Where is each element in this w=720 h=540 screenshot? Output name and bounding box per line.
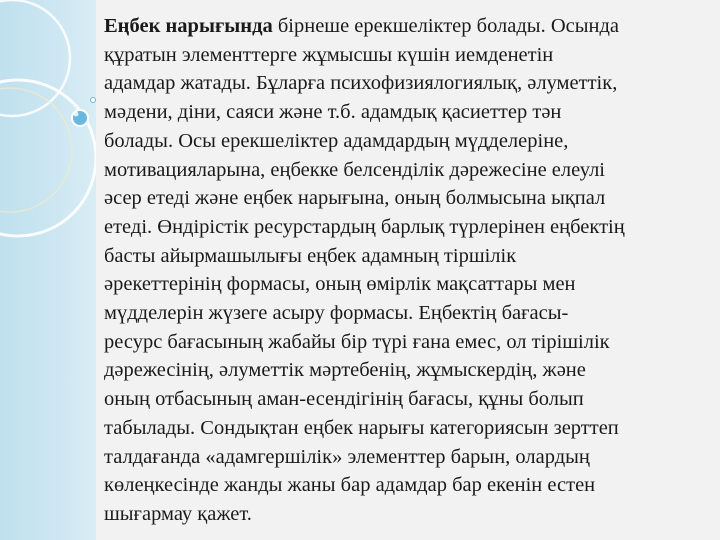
text-line: талдағанда «адамгершілік» элементтер барын, олардың	[104, 445, 590, 468]
text-line: етеді. Өндірістік ресурстардың барлық түрлерінен еңбектің	[104, 215, 625, 238]
text-line: әрекеттерінің формасы, оның өмірлік мақсаттары мен	[104, 273, 576, 296]
orb-small-icon	[91, 98, 96, 103]
text-line: басты айырмашылығы еңбек адамның тіршілік	[104, 244, 517, 267]
text-line-1	[104, 12, 710, 41]
ring-inner	[0, 88, 72, 212]
orb-highlight	[74, 112, 79, 117]
text-line: болады. Осы ерекшеліктер адамдардың мүдделеріне,	[104, 129, 569, 152]
slide-body-text	[104, 12, 710, 529]
text-line: оның отбасының аман-есендігінің бағасы, құны болып	[104, 388, 584, 411]
text-line: ресурс бағасының жабайы бір түрі ғана емес, ол тірішілік	[104, 330, 610, 353]
text-line: мәдени, діни, саяси және т.б. адамдық қасиеттер тән	[104, 101, 562, 124]
sidebar-decoration	[0, 0, 96, 540]
text-line: құратын элементтерге жұмысшы күшін иемденетін	[104, 43, 554, 66]
text-line: көлеңкесінде жанды жаны бар адамдар бар екенін естен	[104, 474, 596, 497]
text-line: табылады. Сондықтан еңбек нарығы категориясын зерттеп	[104, 416, 619, 439]
text-line: адамдар жатады. Бұларға психофизиялогиялық, әлуметтік,	[104, 72, 618, 95]
lead-term: Еңбек нарығында	[104, 15, 273, 37]
ring-top	[0, 0, 70, 116]
text-line: шығармау қажет.	[104, 502, 252, 525]
text-line: әсер етеді және еңбек нарығына, оның болмысына ықпал	[104, 187, 606, 210]
text-line: дәрежесінің, әлуметтік мәртебенің, жұмыскердің, және	[104, 359, 586, 382]
text-line: мотивацияларына, еңбекке белсенділік дәрежесіне елеулі	[104, 158, 605, 181]
decorative-sidebar	[0, 0, 96, 540]
text-line-1-rest: бірнеше ерекшеліктер болады. Осында	[272, 15, 620, 37]
text-line: мүдделерін жүзеге асыру формасы. Еңбектің бағасы-	[104, 302, 569, 325]
